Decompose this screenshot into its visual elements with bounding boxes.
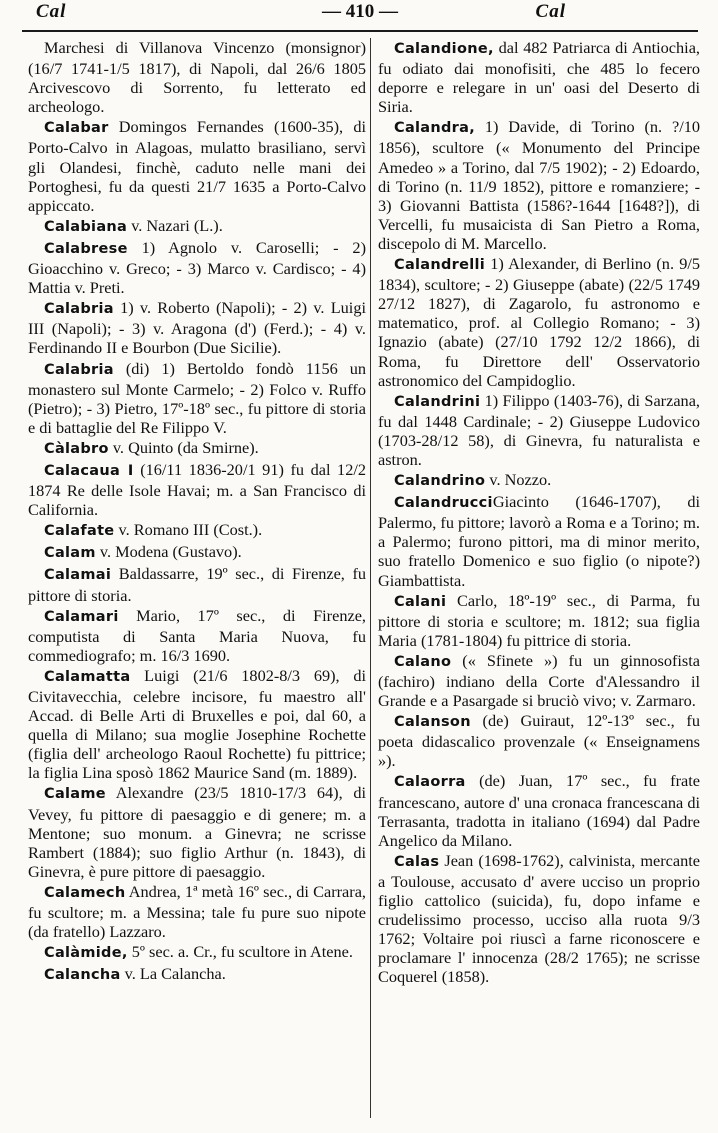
- entry-headword: Calani: [394, 593, 447, 610]
- entry-headword: Calabria: [44, 361, 114, 378]
- entry-text: 5º sec. a. Cr., fu scultore in Atene.: [127, 942, 353, 962]
- entry-headword: Calandra,: [394, 120, 476, 137]
- entry-headword: Calabar: [44, 120, 109, 137]
- running-header: [22, 0, 698, 32]
- entry: [28, 359, 366, 437]
- entry: [28, 438, 366, 459]
- entry: [28, 117, 366, 214]
- entry-text: Mario, 17º sec., di Firenze, computista di Santa Maria Nuova, fu commediografo; m. 16/3 1690.: [28, 605, 366, 665]
- header-left-word: Cal: [36, 1, 67, 22]
- entry-text: (de) Juan, 17º sec., fu frate francescano, autore d' una cronaca francescana di Terrasanta, tradotta in italiano (1694) dal Padre Angelico da Milano.: [378, 771, 700, 850]
- entry-text: Alexandre (23/5 1810-17/3 64), di Vevey, fu pittore di paesaggio e di genere; m. a Mentone; suo monum. a Ginevra; ne scrisse Rambert (1884); suo figlio Arthur (n. 1843), di Ginevra, è pure pittore di paesaggio.: [28, 783, 366, 881]
- entry: [28, 216, 366, 237]
- entry: [28, 942, 366, 963]
- entry-headword: Calas: [394, 853, 440, 870]
- entry-text: Luigi (21/6 1802-8/3 69), di Civitavecchia, celebre incisore, fu maestro all' Accad. di Belle Arti di Bruxelles e poi, dal 60, a quella di Milano; sua moglie Josephine Rochette (figlia dell' archeologo Raoul Rochette) fu pittrice; la figlia Lina sposò 1862 Maurice Sand (m. 1889).: [28, 665, 366, 783]
- entry-headword: Calame: [44, 786, 106, 803]
- entry-headword: Calamai: [44, 567, 112, 584]
- entry-text: Carlo, 18º-19º sec., di Parma, fu pittore di storia e scultore; m. 1812; sua figlia Maria (1781-1804) fu pittrice di storia.: [378, 590, 700, 650]
- entry-text: Domingos Fernandes (1600-35), di Porto-Calvo in Alagoas, mulatto brasiliano, servì gli Olandesi, finchè, caduto nelle mani dei Portoghesi, fu da questi 21/7 1635 a Porto-Calvo appiccato.: [28, 117, 366, 215]
- entry-text: (di) 1) Bertoldo fondò 1156 un monastero sul Monte Carmelo; - 2) Folco v. Ruffo (Pietro); - 3) Pietro, 17º-18º sec., fu pittore di storia e di battaglie del Re Filippo V.: [28, 358, 366, 437]
- entry-headword: Calano: [394, 653, 452, 670]
- entry: [378, 470, 700, 491]
- entry-text: 1) Agnolo v. Caroselli; - 2) Gioacchino v. Greco; - 3) Marco v. Cardisco; - 4) Mattia v. Preti.: [28, 237, 366, 298]
- entry-headword: Calandrucci: [394, 495, 493, 512]
- entry: [378, 254, 700, 390]
- entry: [28, 666, 366, 783]
- entry-text: Andrea, 1ª metà 16º sec., di Carrara, fu scultore; m. a Messina; tale fu pure suo nipote (da fratello) Lazzaro.: [28, 881, 366, 942]
- header-right-word: Cal: [535, 1, 566, 22]
- entry-headword: Calancha: [44, 967, 121, 984]
- entry-text: v. Modena (Gustavo).: [95, 542, 242, 562]
- entry: [378, 851, 700, 987]
- entry-text: 1) Filippo (1403-76), di Sarzana, fu dal 1448 Cardinale; - 2) Giuseppe Ludovico (1703-28/12 58), di Ginevra, fu naturalista e astron.: [378, 390, 700, 469]
- entry-text: Jean (1698-1762), calvinista, mercante a Toulouse, accusato d' avere ucciso un proprio figlio cattolico (suicida), fu, dopo infame e crudelissimo processo, ucciso alla ruota 9/3 1762; Voltaire poi riuscì a farne riconoscere e proclamare l' innocenza (28/2 1765); ne scrisse Coquerel (1858).: [378, 850, 700, 987]
- entry: [28, 238, 366, 297]
- left-column: [28, 38, 366, 985]
- entry: [378, 771, 700, 849]
- entry-text: 1) Davide, di Torino (n. ?/10 1856), scultore (« Monumento del Principe Amedeo » a Torino, dal 7/5 1902); - 2) Edoardo, di Torino (n. 11/9 1852), pittore e romanziere; - 3) Giovanni Battista (1586?-1644 [1648?]), di Vercelli, fu musaicista di San Pietro a Roma, discepolo di M. Marcello.: [378, 117, 700, 253]
- entry-text: v. Nozzo.: [485, 470, 552, 490]
- entry: [28, 542, 366, 563]
- entry: [378, 591, 700, 650]
- entry: [28, 783, 366, 880]
- entry: [28, 460, 366, 519]
- entry-headword: Calabria: [44, 301, 114, 318]
- entry-headword: Calandrelli: [394, 257, 486, 274]
- entry-headword: Calafate: [44, 523, 115, 540]
- entry-text: v. Romano III (Cost.).: [114, 520, 263, 540]
- column-divider: [370, 38, 371, 1118]
- entry: [28, 606, 366, 665]
- entry-text: 1) Alexander, di Berlino (n. 9/5 1834), scultore; - 2) Giuseppe (abate) (22/5 1749 27/12 1827), di Zagarolo, fu astronomo e matematico, prof. al Collegio Romano; - 3) Ignazio (abate) (27/10 1792 12/2 1866), di Roma, fu Direttore dell' Osservatorio astronomico del Campidoglio.: [378, 254, 700, 390]
- entry-headword: Calanson: [394, 714, 471, 731]
- right-column: [378, 38, 700, 987]
- entry-text: Giacinto (1646-1707), di Palermo, fu pittore; lavorò a Roma e a Torino; m. a Palermo; furono pittori, ma di minor merito, suo fratello Domenico e suo figlio (o nipote?) Giambattista.: [378, 492, 700, 590]
- entry-headword: Calamech: [44, 884, 126, 901]
- entry-headword: Calàmide,: [44, 945, 128, 962]
- entry-text: (« Sfinete ») fu un ginnosofista (fachiro) indiano della Corte d'Alessandro il Grande e a Pasargade si bruciò vivo; v. Zarmaro.: [378, 650, 700, 711]
- entry: [378, 38, 700, 116]
- entry: [28, 964, 366, 985]
- entry: [378, 391, 700, 469]
- entry-text: Baldassarre, 19º sec., di Firenze, fu pittore di storia.: [28, 564, 366, 605]
- entry-headword: Calandrini: [394, 393, 481, 410]
- entry-headword: Calandrino: [394, 473, 486, 490]
- entry-text: Marchesi di Villanova Vincenzo (monsignor) (16/7 1741-1/5 1817), di Napoli, dal 26/6 1805 Arcivescovo di Sorrento, fu letterato ed archeologo.: [28, 38, 366, 117]
- entry: [28, 298, 366, 357]
- entry-text: v. Quinto (da Smirne).: [108, 437, 259, 457]
- page-number: — 410 —: [322, 1, 398, 22]
- entry-text: 1) v. Roberto (Napoli); - 2) v. Luigi III (Napoli); - 3) v. Aragona (d') (Ferd.); - 4) v. Ferdinando II e Bourbon (Due Sicilie).: [28, 298, 366, 358]
- entry-text: (16/11 1836-20/1 91) fu dal 12/2 1874 Re delle Isole Havai; m. a San Francisco di California.: [28, 459, 366, 520]
- entry-headword: Calacaua I: [44, 462, 134, 479]
- entry-headword: Calandione,: [394, 41, 494, 57]
- entry-headword: Càlabro: [44, 440, 109, 457]
- entry-text: v. Nazari (L.).: [127, 215, 223, 235]
- entry: [28, 520, 366, 541]
- entry-headword: Calabrese: [44, 240, 128, 257]
- entry: [28, 38, 366, 116]
- entry-headword: Calamatta: [44, 668, 131, 685]
- entry: [28, 882, 366, 941]
- entry: [378, 117, 700, 253]
- entry-headword: Calaorra: [394, 774, 466, 791]
- entry: [28, 564, 366, 604]
- entry: [378, 711, 700, 770]
- entry-text: v. La Calancha.: [120, 964, 226, 984]
- entry-headword: Calabiana: [44, 218, 128, 235]
- entry-text: dal 482 Patriarca di Antiochia, fu odiato dai monofisiti, che 485 lo fecero deporre e relegare in un' oasi del Deserto di Siria.: [378, 38, 700, 117]
- entry: [378, 651, 700, 710]
- entry-headword: Calamari: [44, 608, 119, 625]
- entry-text: (de) Guiraut, 12º-13º sec., fu poeta didascalico provenzale (« Enseignamens »).: [378, 711, 700, 771]
- entry: [378, 492, 700, 589]
- entry-headword: Calam: [44, 545, 96, 562]
